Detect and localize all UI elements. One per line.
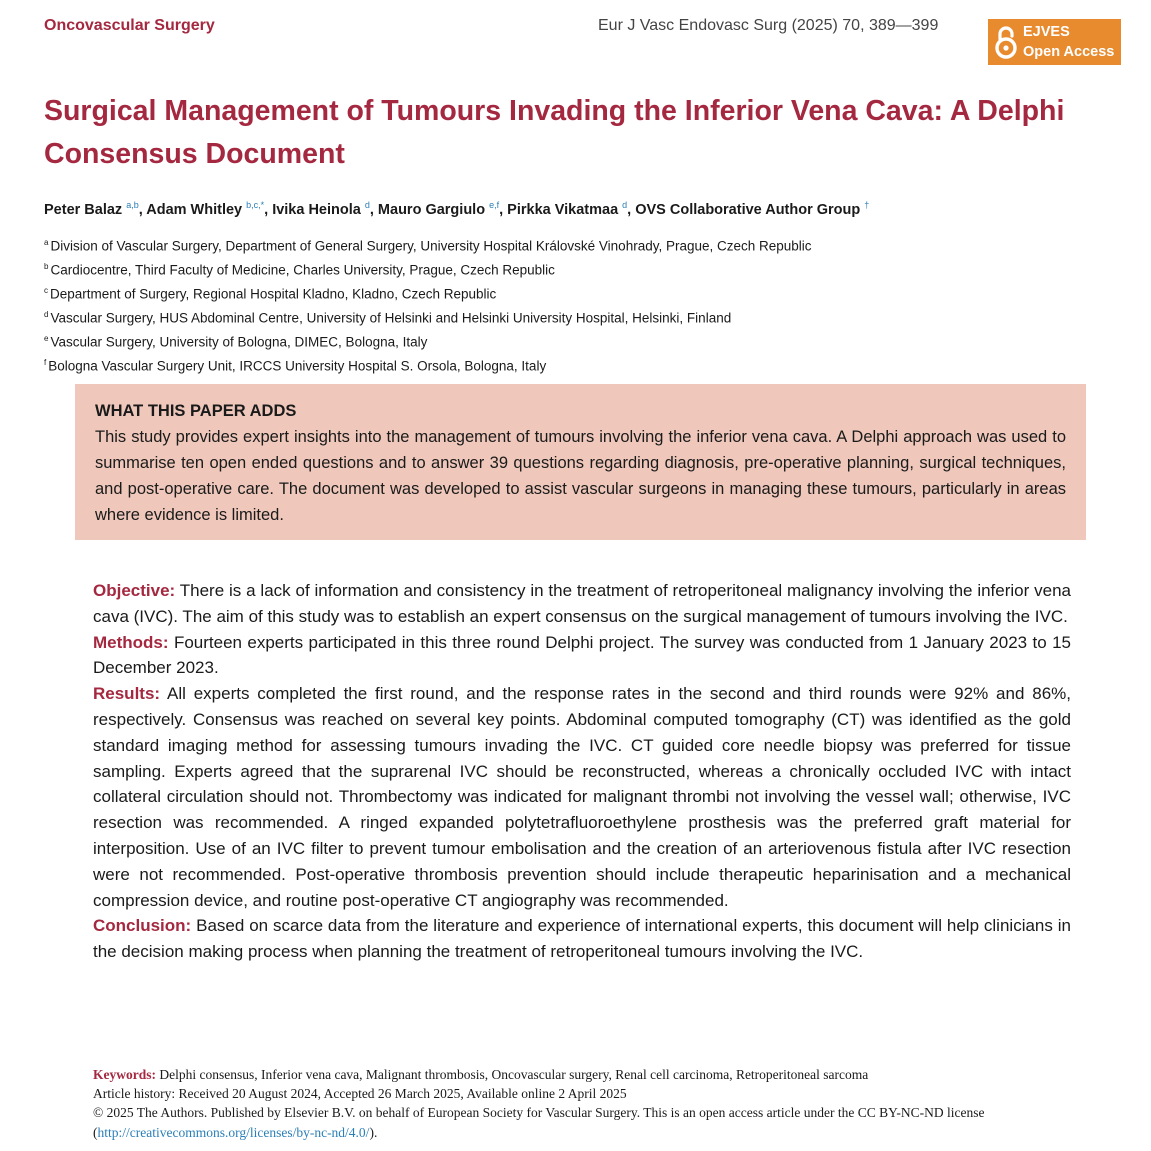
affiliation-key: d: [44, 309, 49, 319]
abstract-label: Methods:: [93, 632, 169, 652]
adds-text: This study provides expert insights into the management of tumours involving the inferior vena cava. A Delphi approach was used to summarise ten open ended questions and to answer 39 questions regarding diagnosis, pre-operative planning, surgical techniques, and post-operative care. The document was developed to assist vascular surgeons in managing these tumours, particularly in areas where evidence is limited.: [95, 428, 1066, 524]
author-affil-ref[interactable]: d: [622, 200, 628, 210]
author-name[interactable]: Adam Whitley: [146, 201, 243, 218]
abstract-results: [93, 681, 1071, 913]
keywords-label: Keywords:: [93, 1067, 156, 1082]
article-history: Article history: Received 20 August 2024, Accepted 26 March 2025, Available online 2 April 2025: [93, 1086, 627, 1102]
license-statement: [93, 1103, 1073, 1141]
affiliation-item: [44, 233, 812, 257]
abstract-text: There is a lack of information and consistency in the treatment of retroperitoneal malignancy involving the inferior vena cava (IVC). The aim of this study was to establish an expert consensus on the surgical management of tumours involving the IVC.: [93, 581, 1071, 626]
author-affil-ref[interactable]: †: [864, 200, 870, 210]
affiliation-text: Division of Vascular Surgery, Department of General Surgery, University Hospital Královské Vinohrady, Prague, Czech Republic: [50, 238, 812, 254]
what-this-paper-adds-box: [75, 384, 1086, 540]
author-name[interactable]: Mauro Gargiulo: [377, 201, 486, 218]
adds-heading: WHAT THIS PAPER ADDS: [95, 402, 297, 420]
affiliation-text: Cardiocentre, Third Faculty of Medicine, Charles University, Prague, Czech Republic: [50, 262, 555, 278]
license-text: © 2025 The Authors. Published by Elsevier B.V. on behalf of European Society for Vascular Surgery. This is an open access article under the CC BY-NC-ND license (: [93, 1105, 985, 1140]
affiliation-item: [44, 281, 812, 305]
abstract-objective: [93, 578, 1071, 630]
badge-line-2: Open Access: [1023, 44, 1115, 60]
badge-line-1: EJVES: [1023, 24, 1070, 40]
author-name[interactable]: Ivika Heinola: [272, 201, 361, 218]
affiliation-item: [44, 329, 812, 353]
author-name[interactable]: Peter Balaz: [44, 201, 123, 218]
affiliation-key: a: [44, 238, 49, 247]
affiliation-text: Vascular Surgery, HUS Abdominal Centre, University of Helsinki and Helsinki University Hospital, Helsinki, Finland: [50, 310, 732, 326]
affiliation-key: e: [44, 333, 49, 343]
article-footer: [93, 1065, 1073, 1142]
abstract-text: Based on scarce data from the literature and experience of international experts, this document will help clinicians in the decision making process when planning the treatment of retroperitoneal tumours involving the IVC.: [93, 916, 1071, 962]
affiliation-text: Vascular Surgery, University of Bologna, DIMEC, Bologna, Italy: [50, 334, 428, 350]
keywords-line: [93, 1065, 1073, 1084]
author-affil-ref[interactable]: a,b: [126, 200, 139, 210]
badge-text: [1023, 22, 1114, 62]
abstract-text: All experts completed the first round, and the response rates in the second and third rounds were 92% and 86%, respectively. Consensus was reached on several key points. Abdominal computed tomography (CT) was identified as the gold standard imaging method for assessing tumours invading the IVC. CT guided core needle biopsy was preferred for tissue sampling. Experts agreed that the suprarenal IVC should be reconstructed, whereas a chronically occluded IVC with intact collateral circulation should not. Thrombectomy was indicated for malignant thrombi not involving the vessel wall; otherwise, IVC resection was recommended. A ringed expanded polytetrafluoroethylene prosthesis was the preferred graft material for interposition. Use of an IVC filter to prevent tumour embolisation and the creation of an arteriovenous fistula after IVC resection were not recommended. Post-operative thrombosis prevention should include therapeutic heparinisation and a mechanical compression device, and routine post-operative CT angiography was recommended.: [93, 684, 1071, 910]
affiliation-list: [44, 233, 812, 376]
affiliation-item: [44, 305, 812, 329]
affiliation-key: c: [44, 285, 48, 295]
affiliation-text: Bologna Vascular Surgery Unit, IRCCS University Hospital S. Orsola, Bologna, Italy: [48, 358, 547, 374]
open-access-lock-icon: [992, 24, 1020, 60]
author-affil-ref[interactable]: e,f: [489, 200, 500, 210]
abstract-label: Results:: [93, 684, 161, 704]
section-label: Oncovascular Surgery: [44, 17, 215, 34]
abstract: [93, 578, 1071, 965]
open-access-badge[interactable]: [988, 19, 1121, 65]
abstract-methods: [93, 630, 1071, 682]
abstract-text: Fourteen experts participated in this three round Delphi project. The survey was conducted from 1 January 2023 to 15 December 2023.: [93, 632, 1071, 678]
author-name[interactable]: OVS Collaborative Author Group: [635, 201, 861, 218]
author-list: Peter Balaz $^{a,b}$, Adam Whitley $^{b,c,*}$, Ivika Heinola $^d$, Mauro Gargiulo $^{e,f}$, Pirkka Vikatmaa $^d$, OVS Collaborative Author Group †: [44, 200, 870, 218]
abstract-label: Objective:: [93, 581, 176, 600]
affiliation-text: Department of Surgery, Regional Hospital Kladno, Kladno, Czech Republic: [50, 286, 497, 302]
affiliation-item: [44, 257, 812, 281]
author-affil-ref[interactable]: b,c,*: [246, 200, 265, 210]
journal-citation: Eur J Vasc Endovasc Surg (2025) 70, 389—399: [598, 17, 939, 34]
article-title: Surgical Management of Tumours Invading the Inferior Vena Cava: A Delphi Consensus Document: [44, 95, 1065, 170]
abstract-conclusion: [93, 913, 1071, 965]
affiliation-item: [44, 353, 812, 377]
abstract-label: Conclusion:: [93, 916, 192, 936]
author-name[interactable]: Pirkka Vikatmaa: [507, 201, 619, 218]
license-link[interactable]: http://creativecommons.org/licenses/by-nc-nd/4.0/: [97, 1124, 370, 1140]
affiliation-key: f: [44, 357, 47, 367]
keywords-text: Delphi consensus, Inferior vena cava, Malignant thrombosis, Oncovascular surgery, Renal cell carcinoma, Retroperitoneal sarcoma: [159, 1067, 869, 1082]
author-affil-ref[interactable]: d: [364, 200, 370, 210]
license-end: ).: [369, 1124, 378, 1140]
affiliation-key: b: [44, 261, 49, 271]
